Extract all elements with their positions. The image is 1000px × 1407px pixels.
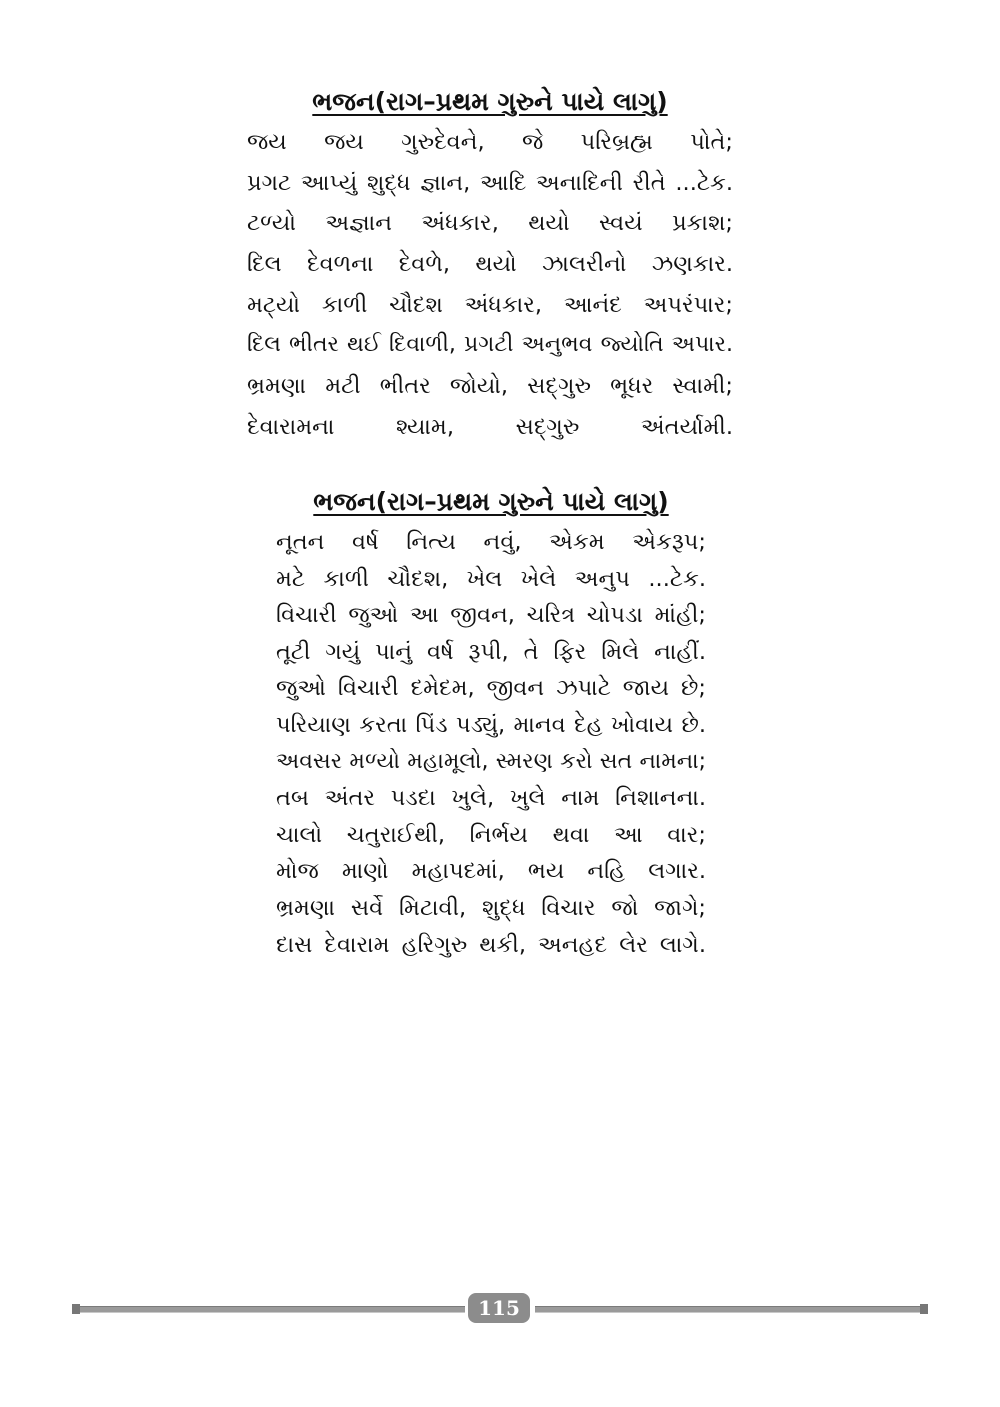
verse-line: તબ અંતર પડદા ખુલે, ખુલે નામ નિશાનના. [276, 785, 706, 812]
verse-line: મટે કાળી ચૌદશ, ખેલ ખેલે અનુપ ...ટેક. [276, 565, 706, 592]
verse-line: દેવારામના શ્યામ, સદ્‌ગુરુ અંતર્યામી. [247, 413, 733, 440]
verse-line: દિલ ભીતર થઈ દિવાળી, પ્રગટી અનુભવ જ્યોતિ અપાર. [247, 332, 733, 358]
verse-line: તૂટી ગયું પાનું વર્ષ રૂપી, તે ફિર મિલે નાહીં. [276, 638, 706, 665]
verse-line: દાસ દેવારામ હરિગુરુ થકી, અનહદ લેર લાગે. [276, 931, 706, 958]
verse-line: જય જય ગુરુદેવને, જે પરિબ્રહ્મ પોતે; [247, 129, 733, 155]
verse-line: પરિયાણ કરતા પિંડ પડ્યું, માનવ દેહ ખોવાય છે. [276, 711, 706, 738]
verse-line: મોજ માણો મહાપદમાં, ભય નહિ લગાર. [276, 858, 706, 885]
verse-line: ભ્રમણા મટી ભીતર જોયો, સદ્‌ગુરુ ભૂધર સ્વામી; [247, 373, 733, 400]
verse-line: ટળ્યો અજ્ઞાન અંધકાર, થયો સ્વયં પ્રકાશ; [247, 210, 733, 237]
verse-line: અવસર મળ્યો મહામૂલો, સ્મરણ કરો સત નામના; [276, 748, 706, 774]
footer-rule-end-cap [920, 1304, 928, 1314]
footer-rule-left [72, 1306, 465, 1313]
verse-line: પ્રગટ આપ્યું શુદ્ધ જ્ઞાન, આદિ અનાદિની રીતે ...ટેક. [247, 169, 733, 196]
footer-rule-end-cap [72, 1304, 80, 1314]
page-number: 115 [468, 1293, 530, 1323]
verse-line: નૂતન વર્ષ નિત્ય નવું, એકમ એકરૂપ; [276, 529, 706, 555]
verse-line: વિચારી જુઓ આ જીવન, ચરિત્ર ચોપડા માંહી; [276, 602, 706, 629]
page-footer [72, 1293, 928, 1323]
footer-rule-right [535, 1306, 928, 1313]
verse-line: દિલ દેવળના દેવળે, થયો ઝાલરીનો ઝણકાર. [247, 251, 733, 278]
bhajan-section-1 [247, 82, 733, 448]
bhajan-title: ભજન(રાગ–પ્રથમ ગુરુને પાયે લાગુ) [313, 487, 669, 516]
verse-line: ભ્રમણા સર્વે મિટાવી, શુદ્ધ વિચાર જો જાગે; [276, 894, 706, 921]
verse-line: મટ્યો કાળી ચૌદશ અંધકાર, આનંદ અપરંપાર; [247, 291, 733, 318]
verse-line: જુઓ વિચારી દમેદમ, જીવન ઝપાટે જાય છે; [276, 675, 706, 702]
bhajan-section-2 [276, 480, 706, 963]
verse-line: ચાલો ચતુરાઈથી, નિર્ભય થવા આ વાર; [276, 821, 706, 848]
bhajan-title: ભજન(રાગ–પ્રથમ ગુરુને પાયે લાગુ) [312, 87, 668, 116]
